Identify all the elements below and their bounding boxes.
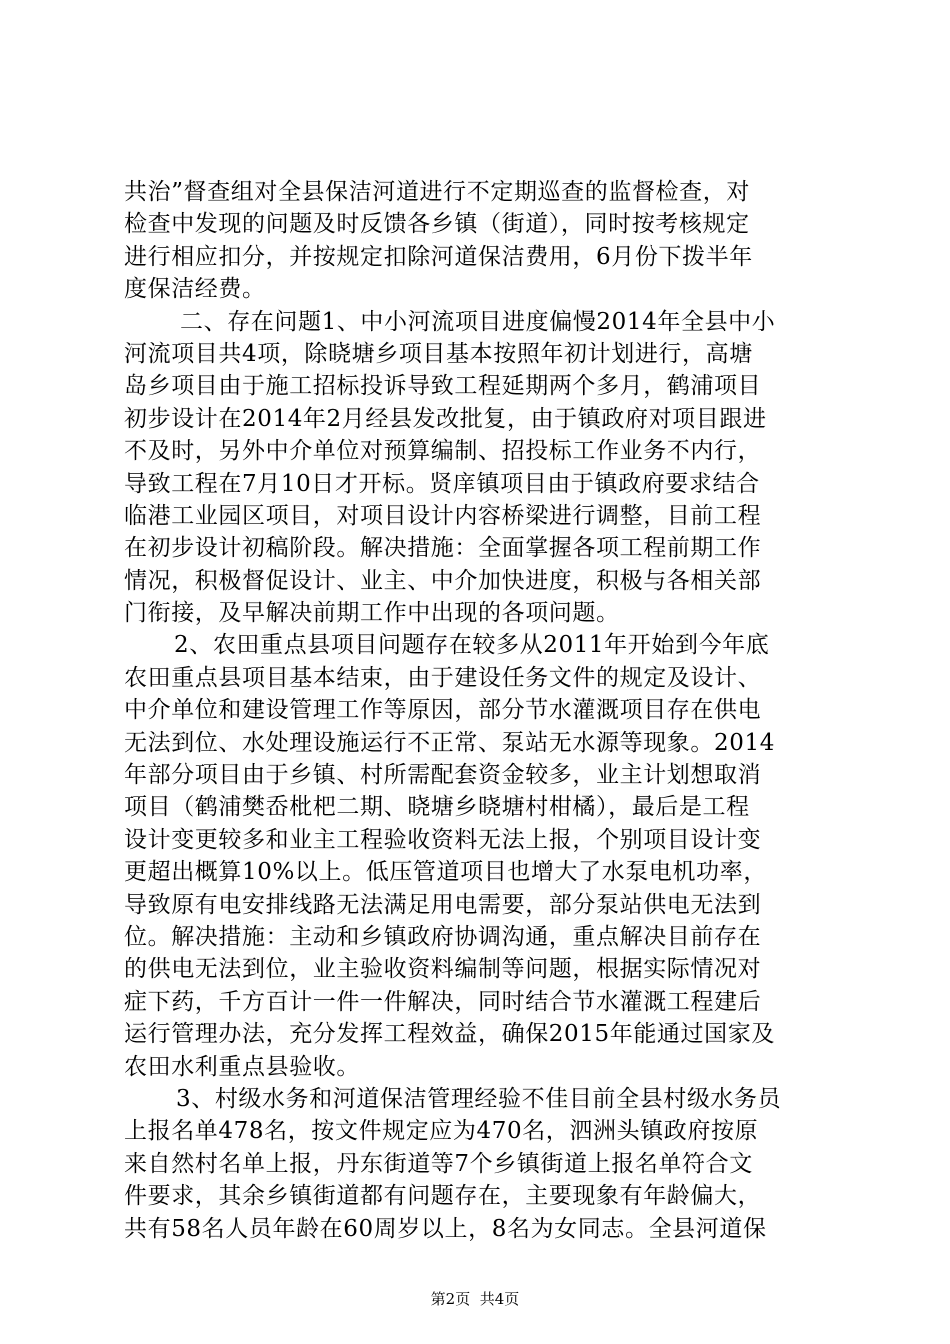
text-line: 度保洁经费。 [124,276,266,303]
text-line: 件要求，其余乡镇街道都有问题存在，主要现象有年龄偏大， [124,1183,762,1210]
text-line: 在初步设计初稿阶段。解决措施：全面掌握各项工程前期工作 [124,535,762,562]
text-line: 中介单位和建设管理工作等原因，部分节水灌溉项目存在供电 [124,697,762,724]
text-line: 无法到位、水处理设施运行不正常、泵站无水源等现象。2014 [124,729,775,756]
text-line: 项目（鹤浦樊岙枇杷二期、晓塘乡晓塘村柑橘），最后是工程 [124,794,750,821]
text-line: 导致原有电安排线路无法满足用电需要，部分泵站供电无法到 [124,891,762,918]
text-line: 上报名单478名，按文件规定应为470名，泗洲头镇政府按原 [124,1118,759,1145]
text-line: 临港工业园区项目，对项目设计内容桥梁进行调整，目前工程 [124,502,762,529]
text-line: 共有58名人员年龄在60周岁以上，8名为女同志。全县河道保 [124,1215,767,1242]
text-line: 共治”督查组对全县保洁河道进行不定期巡查的监督检查，对 [124,179,750,205]
text-line: 检查中发现的问题及时反馈各乡镇（街道），同时按考核规定 [124,211,750,238]
document-body [124,176,830,1245]
text-line: 河流项目共4项，除晓塘乡项目基本按照年初计划进行，高塘 [124,340,753,367]
page-number: 第2页 [430,1290,471,1308]
text-line: 的供电无法到位，业主验收资料编制等问题，根据实际情况对 [124,956,762,983]
text-line: 年部分项目由于乡镇、村所需配套资金较多，业主计划想取消 [124,762,762,789]
text-line: 更超出概算10%以上。低压管道项目也增大了水泵电机功率， [124,859,767,886]
text-line: 2、农田重点县项目问题存在较多从2011年开始到今年底 [174,632,770,659]
text-line: 运行管理办法，充分发挥工程效益，确保2015年能通过国家及 [124,1021,775,1048]
footer-spacer [470,1290,480,1308]
text-line: 二、存在问题1、中小河流项目进度偏慢2014年全县中小 [180,308,776,335]
text-line: 初步设计在2014年2月经县发改批复，由于镇政府对项目跟进 [124,405,767,432]
page-footer [0,1289,950,1309]
text-line: 进行相应扣分，并按规定扣除河道保洁费用，6月份下拨半年 [124,243,753,270]
text-line: 来自然村名单上报，丹东街道等7个乡镇街道上报名单符合文 [124,1150,753,1177]
text-line: 设计变更较多和业主工程验收资料无法上报，个别项目设计变 [124,826,762,853]
text-line: 情况，积极督促设计、业主、中介加快进度，积极与各相关部 [124,567,762,594]
text-line: 导致工程在7月10日才开标。贤庠镇项目由于镇政府要求结合 [124,470,760,497]
text-line: 3、村级水务和河道保洁管理经验不佳目前全县村级水务员 [176,1085,782,1112]
text-line: 不及时，另外中介单位对预算编制、招投标工作业务不内行， [124,438,762,465]
text-line: 症下药，千方百计一件一件解决，同时结合节水灌溉工程建后 [124,988,762,1015]
text-line: 农田重点县项目基本结束，由于建设任务文件的规定及设计、 [124,664,762,691]
text-line: 农田水利重点县验收。 [124,1053,360,1080]
page-total: 共4页 [479,1290,520,1308]
text-line: 门衔接，及早解决前期工作中出现的各项问题。 [124,600,620,627]
text-line: 位。解决措施：主动和乡镇政府协调沟通，重点解决目前存在 [124,923,762,950]
text-line: 岛乡项目由于施工招标投诉导致工程延期两个多月，鹤浦项目 [124,373,762,400]
